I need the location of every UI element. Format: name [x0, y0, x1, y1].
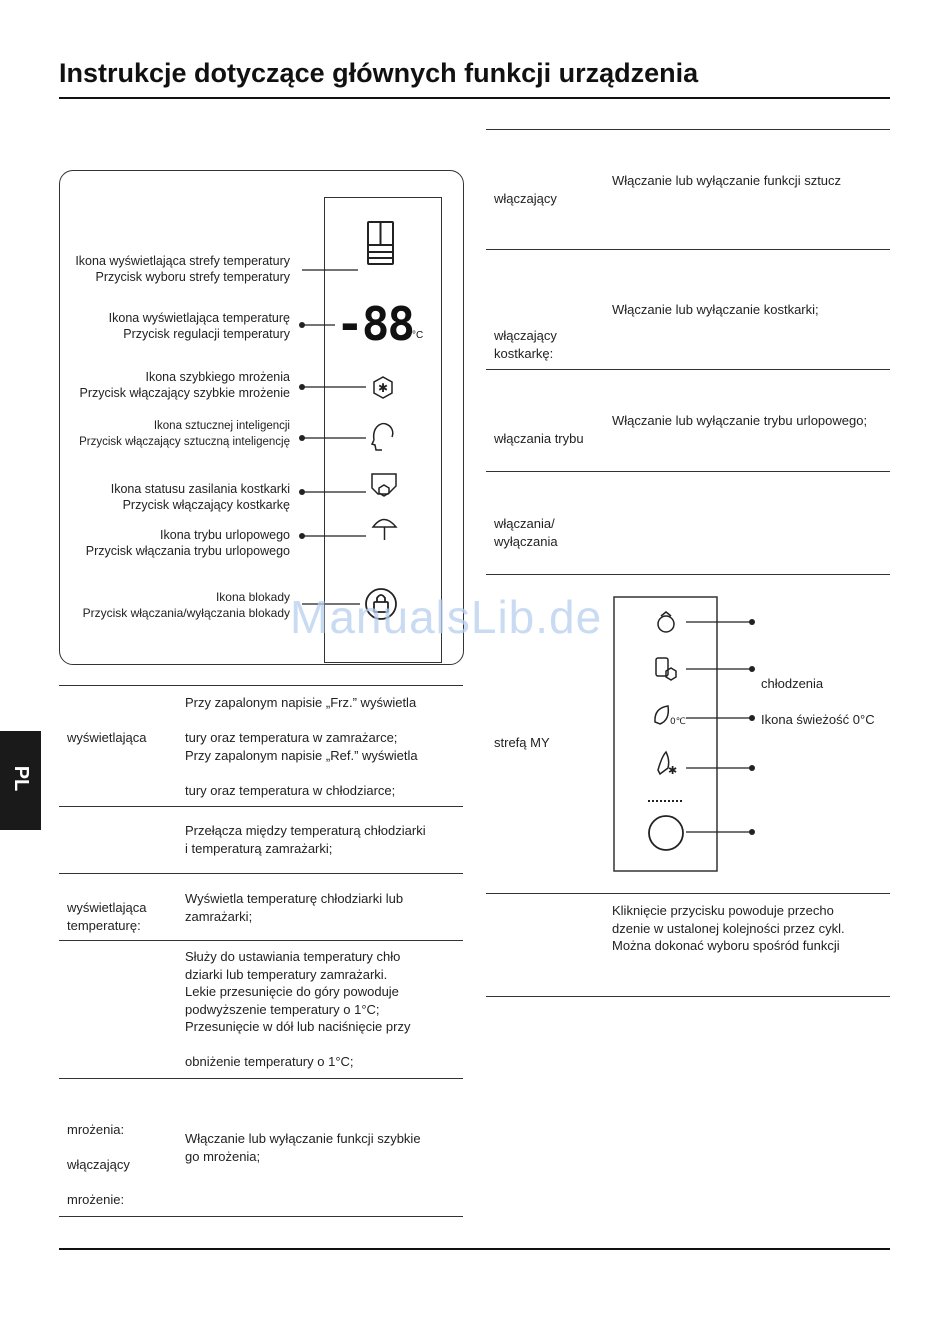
desc-line: tury oraz temperatura w zamrażarce; — [185, 730, 398, 745]
label-line: Ikona blokady — [215, 590, 290, 604]
label-line — [67, 1139, 130, 1157]
table-rule — [486, 893, 890, 894]
table-row-desc — [185, 694, 418, 799]
svg-text:0℃: 0℃ — [670, 717, 686, 727]
label-line: Przycisk włączania trybu urlopowego — [85, 544, 290, 558]
label-line: wyświetlająca — [67, 730, 147, 745]
display-digits: -88 — [336, 297, 414, 351]
desc-line: Przy zapalonym napisie „Ref.” wyświetla — [185, 747, 418, 763]
table-rule — [59, 1216, 463, 1217]
label-line: wyświetlająca — [67, 900, 147, 915]
desc-line: Włączanie lub wyłączanie funkcji szybkie — [185, 1131, 421, 1146]
desc-line: Służy do ustawiania temperatury chło — [185, 949, 401, 964]
fresh-zero-icon — [655, 706, 686, 727]
table-row-label — [67, 899, 146, 934]
label-line: temperaturę: — [67, 917, 141, 933]
label-line: Przycisk włączania/wyłączania blokady — [82, 606, 290, 620]
table-rule — [59, 685, 463, 686]
label-line: Ikona wyświetlająca strefy temperatury — [75, 254, 290, 268]
desc-line: obniżenie temperatury o 1°C; — [185, 1054, 354, 1069]
table-rule — [59, 806, 463, 807]
label-line: włączający — [67, 1157, 130, 1172]
watermark: ManualsLib.de — [290, 591, 603, 643]
tomato-icon — [658, 612, 674, 632]
table-row-label — [494, 327, 557, 362]
table-rule — [59, 940, 463, 941]
desc-line: Włączanie lub wyłączanie trybu urlopowego; — [612, 413, 868, 428]
label-line: Ikona szybkiego mrożenia — [145, 370, 290, 384]
table-row-label — [494, 190, 557, 208]
label-line: mrożenie: — [67, 1192, 125, 1207]
table-row-label — [494, 430, 584, 448]
label-line — [67, 1174, 130, 1192]
label-line: Przycisk regulacji temperatury — [123, 327, 290, 341]
desc-line: tury oraz temperatura w chłodziarce; — [185, 782, 396, 798]
table-row-desc — [185, 822, 426, 857]
my-zone-label-cooling: chłodzenia — [761, 676, 824, 691]
table-rule — [486, 369, 890, 370]
desc-line — [185, 764, 418, 782]
table-row-desc — [185, 890, 403, 925]
table-rule — [486, 249, 890, 250]
my-zone-leader-lines — [686, 622, 752, 832]
language-tab-label: PL — [10, 765, 32, 792]
display-unit: °C — [412, 330, 424, 341]
my-zone-button-icon — [649, 816, 683, 850]
label-line: Ikona wyświetlająca temperaturę — [108, 311, 290, 325]
label-vacation — [86, 527, 290, 559]
desc-line: Włączanie lub wyłączanie funkcji sztucz — [612, 173, 842, 188]
desc-line: Kliknięcie przycisku powoduje przecho — [612, 903, 834, 918]
table-row-label — [67, 729, 146, 747]
table-row-label — [494, 734, 550, 752]
label-line: kostkarkę: — [494, 345, 554, 361]
label-line: Przycisk włączający kostkarkę — [122, 498, 290, 512]
table-row-label — [67, 1121, 130, 1209]
footer-rule — [59, 1248, 890, 1250]
table-rule — [486, 996, 890, 997]
label-line: włączania trybu — [494, 431, 584, 446]
label-line: włączający — [494, 328, 557, 343]
label-line: włączania/ — [494, 516, 555, 531]
label-line: Przycisk wyboru strefy temperatury — [95, 270, 290, 284]
label-zone-select — [75, 253, 290, 285]
label-line: Przycisk włączający sztuczną inteligencję — [79, 436, 290, 448]
label-line: strefą MY — [494, 735, 550, 750]
svg-text:✱: ✱ — [377, 381, 389, 395]
desc-line: Włączanie lub wyłączanie kostkarki; — [612, 302, 819, 317]
table-rule — [486, 129, 890, 130]
language-tab — [0, 731, 41, 830]
desc-line: Przełącza między temperaturą chłodziarki — [185, 823, 426, 838]
label-line: wyłączania — [494, 533, 558, 549]
table-row-desc — [612, 301, 819, 319]
drink-icon — [656, 658, 676, 680]
desc-line — [185, 712, 418, 730]
label-line: Przycisk włączający szybkie mrożenie — [79, 386, 290, 400]
table-rule — [486, 574, 890, 575]
fish-snowflake-icon — [658, 752, 677, 777]
label-line: mrożenia: — [67, 1122, 125, 1137]
title-rule — [59, 97, 890, 99]
table-row-desc — [612, 172, 841, 190]
desc-line — [185, 1036, 410, 1054]
desc-line: Można dokonać wyboru spośród funkcji — [612, 938, 840, 953]
my-zone-panel — [614, 597, 717, 871]
label-line: włączający — [494, 191, 557, 206]
table-rule — [486, 471, 890, 472]
label-ai — [79, 418, 290, 450]
desc-line: i temperaturą zamrażarki; — [185, 840, 333, 856]
svg-text:✱: ✱ — [668, 764, 678, 777]
label-line: Ikona sztucznej inteligencji — [153, 420, 290, 432]
table-row-desc — [185, 948, 410, 1071]
label-line: Ikona statusu zasilania kostkarki — [110, 482, 290, 496]
desc-line: Wyświetla temperaturę chłodziarki lub — [185, 891, 404, 906]
desc-line: zamrażarki; — [185, 908, 253, 924]
table-row-label — [494, 515, 558, 550]
table-rule — [59, 873, 463, 874]
desc-line: podwyższenie temperatury o 1°C; — [185, 1001, 380, 1017]
label-fast-freeze — [80, 369, 290, 401]
label-line: Ikona trybu urlopowego — [160, 528, 290, 542]
label-temperature — [109, 310, 290, 342]
label-ice-maker — [111, 481, 290, 513]
my-zone-label-fresh: Ikona świeżość 0°C — [761, 712, 875, 727]
page-title: Instrukcje dotyczące głównych funkcji urządzenia — [59, 58, 699, 88]
desc-line: Lekie przesunięcie do góry powoduje — [185, 984, 399, 999]
label-lock — [83, 589, 290, 621]
desc-line: dzenie w ustalonej kolejności przez cykl. — [612, 920, 845, 936]
desc-line: Przesunięcie w dół lub naciśnięcie przy — [185, 1019, 411, 1034]
table-row-desc — [612, 902, 845, 955]
table-row-desc — [612, 412, 867, 430]
table-row-desc — [185, 1130, 421, 1165]
desc-line: Przy zapalonym napisie „Frz.” wyświetla — [185, 695, 417, 710]
desc-line: go mrożenia; — [185, 1148, 261, 1164]
table-rule — [59, 1078, 463, 1079]
desc-line: dziarki lub temperatury zamrażarki. — [185, 966, 388, 982]
